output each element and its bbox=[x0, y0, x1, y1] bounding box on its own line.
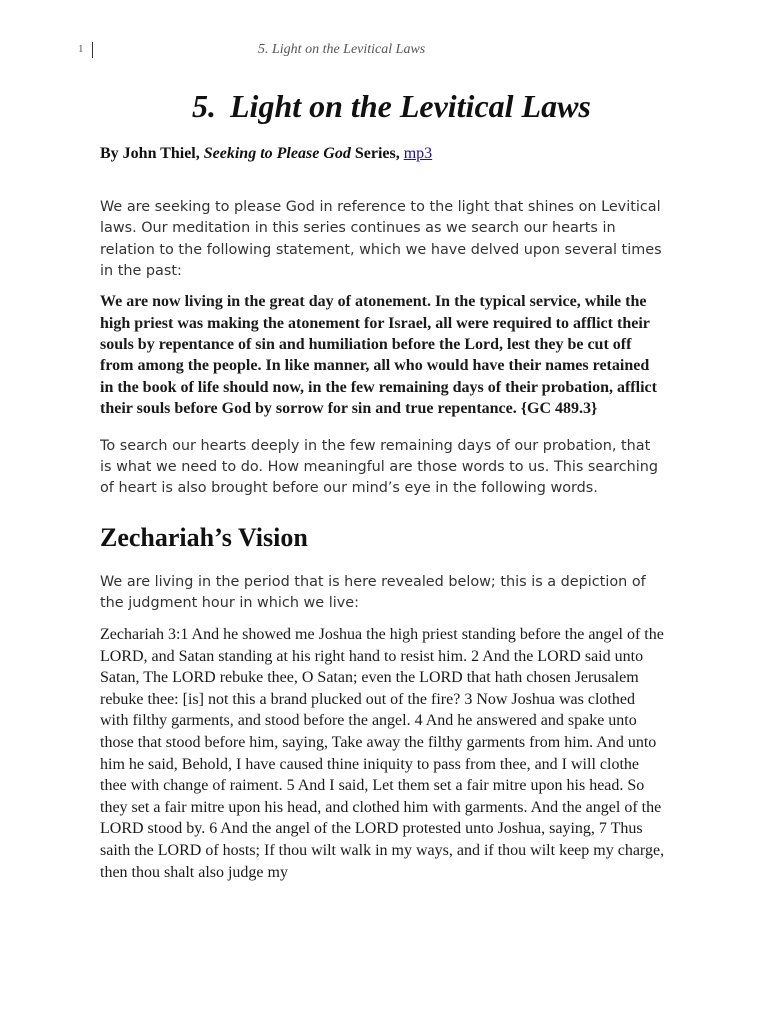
byline-author: By John Thiel, bbox=[100, 145, 204, 162]
running-title: 5. Light on the Levitical Laws bbox=[258, 42, 426, 57]
byline bbox=[100, 142, 666, 166]
gc-quote-paragraph: We are now living in the great day of atonement. In the typical service, while the high priest was making the atonement for Israel, all were required to afflict their souls by repentance of sin and humiliation before the Lord, lest they be cut off from among the people. In like manner, all who would have their names retained in the book of life should now, in the few remaining days of their probation, afflict their souls before God by sorrow for sin and true repentance. {GC 489.3} bbox=[100, 293, 657, 418]
running-header bbox=[78, 42, 698, 60]
chapter-title-text: Light on the Levitical Laws bbox=[230, 88, 591, 124]
header-divider bbox=[92, 42, 93, 58]
byline-series-suffix: Series, bbox=[350, 145, 404, 162]
scripture-paragraph: Zechariah 3:1 And he showed me Joshua the high priest standing before the angel of the LORD, and Satan standing at his right hand to resist him. 2 And the LORD said unto Satan, The LORD rebuke thee, O Satan; even the LORD that hath chosen Jerusalem rebuke thee: [is] not this a brand plucked out of the fire? 3 Now Joshua was clothed with filthy garments, and stood before the angel. 4 And he answered and spake unto those that stood before him, saying, Take away the filthy garments from him. And unto him he said, Behold, I have caused thine iniquity to pass from thee, and I will clothe thee with change of raiment. 5 And I said, Let them set a fair mitre upon his head. So they set a fair mitre upon his head, and clothed him with garments. And the angel of the LORD stood by. 6 And the angel of the LORD protested unto Joshua, saying, 7 Thus saith the LORD of hosts; If thou wilt walk in my ways, and if thou wilt keep my charge, then thou shalt also judge my bbox=[100, 626, 665, 881]
period-paragraph: We are living in the period that is here revealed below; this is a depiction of the judgment hour in which we live: bbox=[100, 573, 646, 611]
byline-series-title: Seeking to Please God bbox=[203, 145, 351, 162]
chapter-number: 5. bbox=[192, 88, 216, 124]
document-body bbox=[100, 80, 666, 899]
chapter-title bbox=[100, 80, 666, 132]
mp3-link[interactable]: mp3 bbox=[403, 145, 433, 162]
section-heading: Zechariah’s Vision bbox=[100, 522, 308, 552]
intro-paragraph: We are seeking to please God in reference to the light that shines on Levitical laws. Our meditation in this series continues as we search our hearts in relation to the following statement, which we have delved upon several times in the past: bbox=[100, 199, 662, 279]
search-paragraph: To search our hearts deeply in the few remaining days of our probation, that is what we need to do. How meaningful are those words to us. This searching of heart is also brought before our mind’s eye in the following words. bbox=[100, 437, 658, 497]
page-number: 1 bbox=[78, 43, 84, 55]
